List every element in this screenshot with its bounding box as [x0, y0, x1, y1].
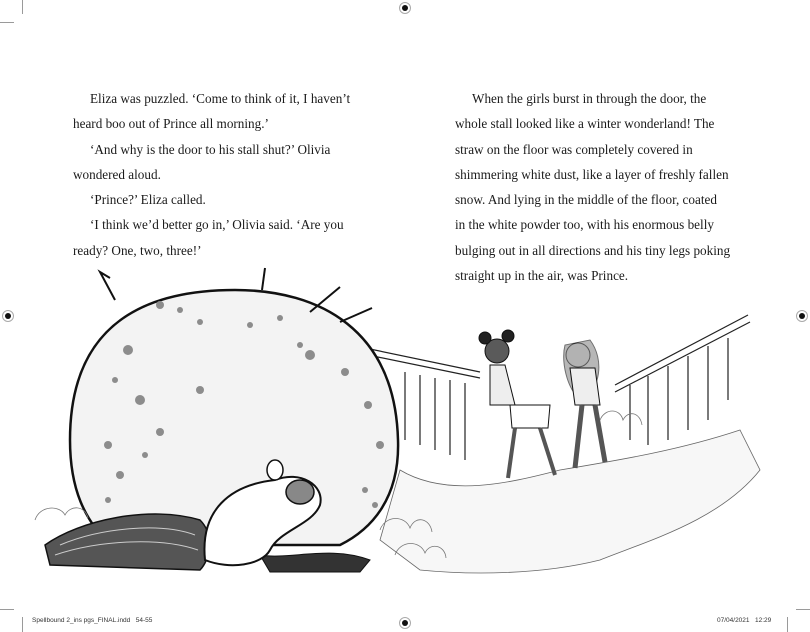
- paragraph-line: bulging out in all directions and his tiny legs poking: [455, 242, 731, 258]
- girl-olivia: [479, 330, 555, 478]
- girl-eliza: [564, 340, 605, 468]
- paragraph-line: ‘Prince?’ Eliza called.: [90, 192, 206, 208]
- paragraph-line: ready? One, two, three!’: [73, 242, 202, 258]
- paragraph-line: in the white powder too, with his enormous belly: [455, 217, 714, 233]
- paragraph-line: ‘I think we’d better go in,’ Olivia said. ‘Are you: [90, 217, 344, 233]
- slug-filename: [32, 617, 152, 624]
- dust-floor: [380, 430, 760, 573]
- paragraph-line: ‘And why is the door to his stall shut?’ Olivia: [90, 141, 331, 157]
- paragraph-line: Eliza was puzzled. ‘Come to think of it, I haven’t: [90, 91, 351, 106]
- slug-time: 12:29: [754, 617, 772, 624]
- stall-fence-right: [615, 315, 750, 445]
- right-page-text: [455, 86, 730, 288]
- left-page-text: [73, 86, 350, 263]
- paragraph-line: When the girls burst in through the door, the: [472, 91, 707, 106]
- slug-date: 07/04/2021: [717, 617, 750, 624]
- slug-pages: 54-55: [135, 617, 153, 624]
- paragraph-line: straw on the floor was completely covered in: [455, 141, 693, 157]
- paragraph-line: straight up in the air, was Prince.: [455, 268, 629, 284]
- paragraph-line: whole stall looked like a winter wonderland! The: [455, 116, 715, 132]
- slug-file: Spellbound 2_ins pgs_FINAL.indd: [32, 617, 131, 624]
- paragraph-line: snow. And lying in the middle of the floor, coated: [455, 192, 717, 208]
- bloated-pony: [45, 268, 398, 572]
- paragraph-line: wondered aloud.: [73, 166, 161, 182]
- paragraph-line: shimmering white dust, like a layer of freshly fallen: [455, 166, 729, 182]
- paragraph-line: heard boo out of Prince all morning.’: [73, 116, 269, 132]
- slug-datetime: [717, 617, 771, 624]
